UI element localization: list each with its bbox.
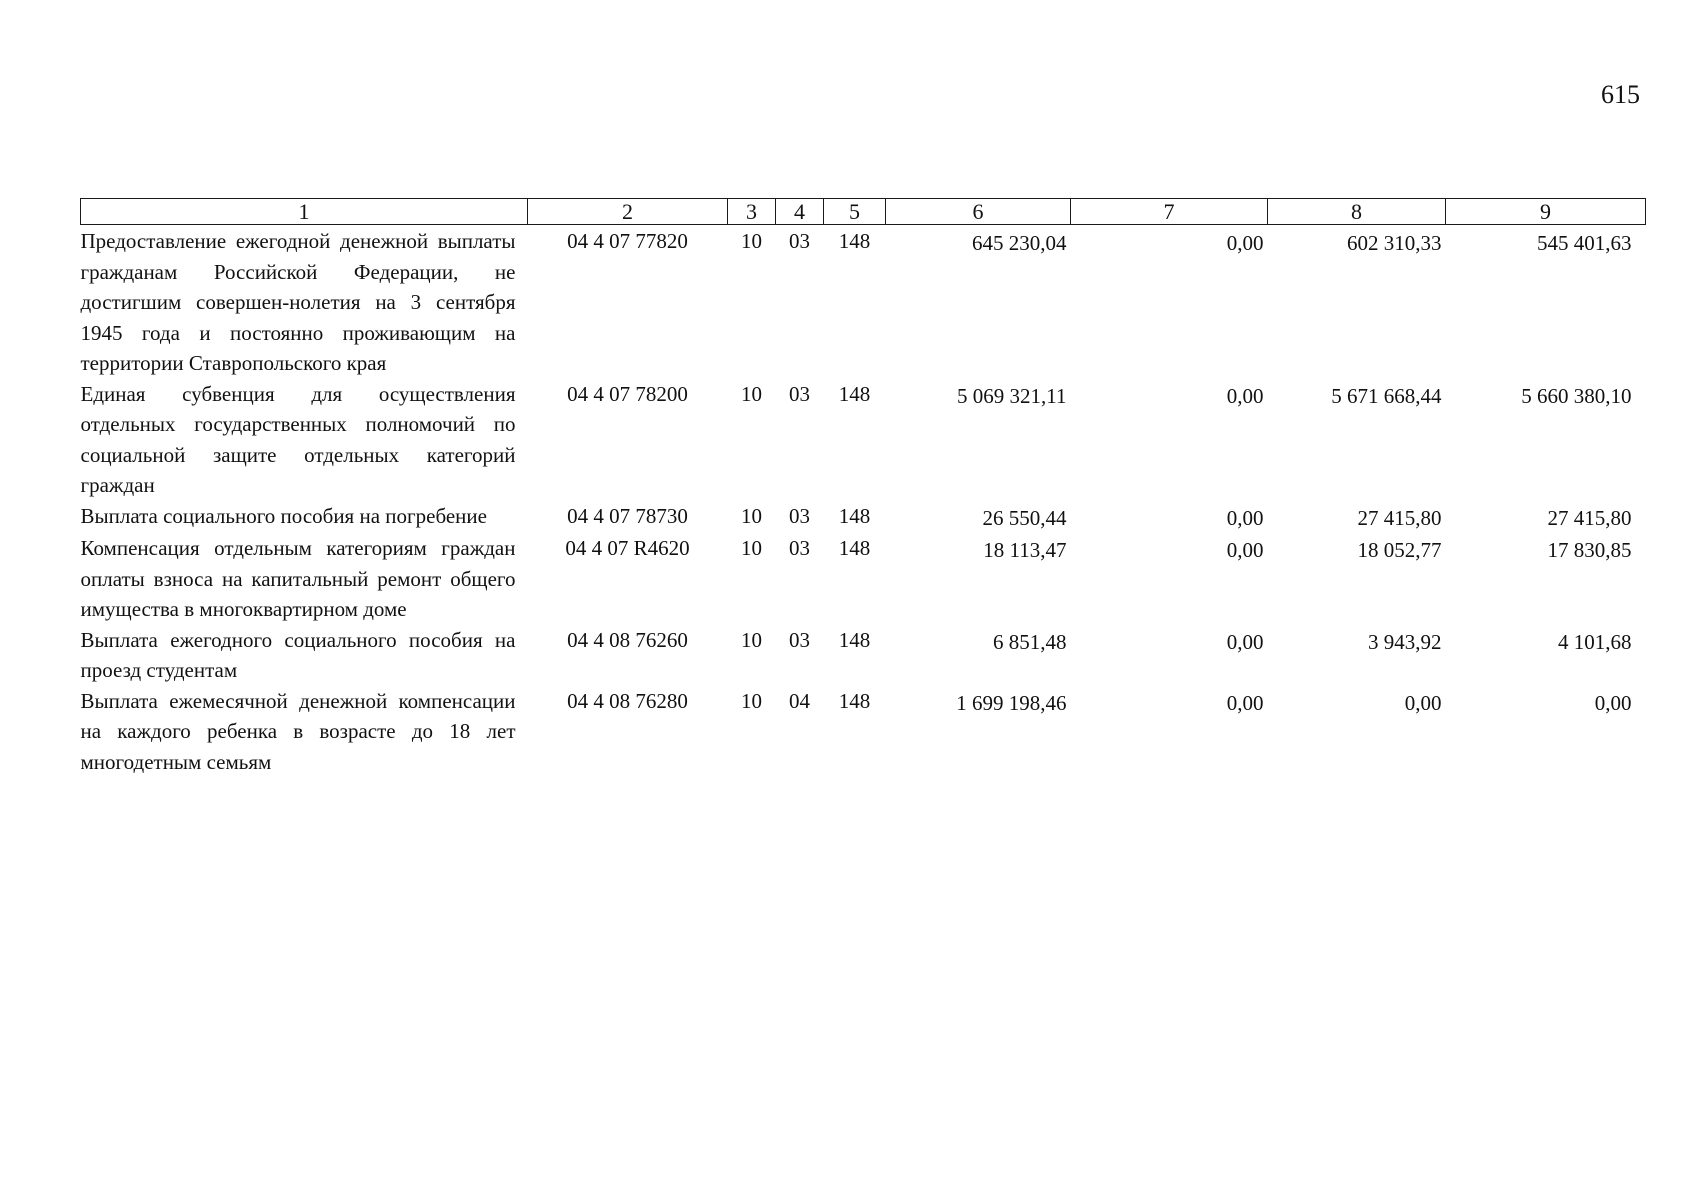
cell-name: Выплата ежегодного социального пособия на проезд студентам bbox=[80, 627, 516, 682]
cell-name: Единая субвенция для осуществления отдельных государственных полномочий по социальной защите отдельных категорий граждан bbox=[80, 381, 516, 497]
table-row bbox=[81, 501, 1646, 534]
cell-expense-type: 148 bbox=[838, 627, 871, 652]
cell-code: 04 4 07 78730 bbox=[567, 503, 688, 528]
cell-subsection: 03 bbox=[789, 627, 810, 652]
cell-col-6: 18 113,47 bbox=[983, 538, 1067, 562]
header-col-8: 8 bbox=[1268, 199, 1446, 225]
table-body bbox=[81, 225, 1646, 778]
cell-col-7: 0,00 bbox=[1226, 538, 1264, 562]
header-col-1: 1 bbox=[81, 199, 528, 225]
cell-expense-type: 148 bbox=[838, 688, 871, 713]
cell-subsection: 03 bbox=[789, 229, 810, 253]
cell-section: 10 bbox=[741, 503, 762, 528]
cell-col-9: 545 401,63 bbox=[1537, 231, 1632, 255]
cell-name: Компенсация отдельным категориям граждан оплаты взноса на капитальный ремонт общего имущества в многоквартирном доме bbox=[80, 536, 516, 621]
cell-col-7: 0,00 bbox=[1226, 690, 1264, 715]
cell-col-9: 5 660 380,10 bbox=[1521, 383, 1632, 408]
cell-expense-type: 148 bbox=[838, 503, 871, 528]
table-row bbox=[81, 379, 1646, 501]
cell-subsection: 03 bbox=[789, 381, 810, 406]
cell-col-6: 1 699 198,46 bbox=[956, 690, 1067, 715]
cell-col-9: 27 415,80 bbox=[1547, 505, 1632, 530]
cell-col-9: 0,00 bbox=[1594, 690, 1632, 715]
header-col-9: 9 bbox=[1446, 199, 1646, 225]
table-row bbox=[81, 686, 1646, 778]
cell-col-8: 0,00 bbox=[1404, 690, 1442, 715]
table-row bbox=[81, 625, 1646, 686]
header-row bbox=[81, 199, 1646, 225]
table-row bbox=[81, 225, 1646, 379]
budget-table bbox=[80, 198, 1646, 777]
cell-section: 10 bbox=[741, 229, 762, 253]
cell-subsection: 03 bbox=[789, 503, 810, 528]
cell-col-9: 4 101,68 bbox=[1558, 629, 1632, 654]
table-row bbox=[81, 533, 1646, 625]
cell-col-8: 18 052,77 bbox=[1357, 538, 1442, 562]
cell-col-7: 0,00 bbox=[1226, 505, 1264, 530]
header-col-7: 7 bbox=[1071, 199, 1268, 225]
cell-col-9: 17 830,85 bbox=[1547, 538, 1632, 562]
cell-section: 10 bbox=[741, 536, 762, 560]
cell-name: Выплата социального пособия на погребение bbox=[80, 503, 487, 528]
cell-col-8: 3 943,92 bbox=[1368, 629, 1442, 654]
cell-section: 10 bbox=[741, 627, 762, 652]
table-header bbox=[81, 199, 1646, 225]
cell-expense-type: 148 bbox=[838, 381, 871, 406]
cell-section: 10 bbox=[741, 381, 762, 406]
cell-code: 04 4 07 77820 bbox=[567, 229, 688, 253]
header-col-4: 4 bbox=[776, 199, 824, 225]
cell-subsection: 04 bbox=[789, 688, 810, 713]
cell-col-7: 0,00 bbox=[1226, 231, 1264, 255]
cell-col-8: 602 310,33 bbox=[1347, 231, 1442, 255]
cell-col-8: 27 415,80 bbox=[1357, 505, 1442, 530]
cell-code: 04 4 08 76280 bbox=[567, 688, 688, 713]
cell-expense-type: 148 bbox=[838, 229, 871, 253]
cell-col-7: 0,00 bbox=[1226, 383, 1264, 408]
header-col-2: 2 bbox=[528, 199, 728, 225]
cell-col-8: 5 671 668,44 bbox=[1331, 383, 1442, 408]
cell-section: 10 bbox=[741, 688, 762, 713]
page-number: 615 bbox=[1601, 80, 1640, 109]
cell-col-6: 26 550,44 bbox=[982, 505, 1067, 530]
cell-name: Выплата ежемесячной денежной компенсации на каждого ребенка в возрасте до 18 лет многодетным семьям bbox=[80, 688, 516, 774]
cell-col-7: 0,00 bbox=[1226, 629, 1264, 654]
header-col-5: 5 bbox=[824, 199, 886, 225]
cell-col-6: 6 851,48 bbox=[993, 629, 1067, 654]
cell-subsection: 03 bbox=[789, 536, 810, 560]
cell-code: 04 4 08 76260 bbox=[567, 627, 688, 652]
cell-name: Предоставление ежегодной денежной выплаты гражданам Российской Федерации, не достигшим совершен-нолетия на 3 сентября 1945 года и постоянно проживающим на территории Ставропольского края bbox=[80, 229, 516, 375]
header-col-6: 6 bbox=[886, 199, 1071, 225]
cell-code: 04 4 07 R4620 bbox=[565, 536, 690, 560]
cell-col-6: 645 230,04 bbox=[972, 231, 1067, 255]
cell-code: 04 4 07 78200 bbox=[567, 381, 688, 406]
header-col-3: 3 bbox=[728, 199, 776, 225]
cell-expense-type: 148 bbox=[838, 536, 871, 560]
cell-col-6: 5 069 321,11 bbox=[957, 383, 1067, 408]
